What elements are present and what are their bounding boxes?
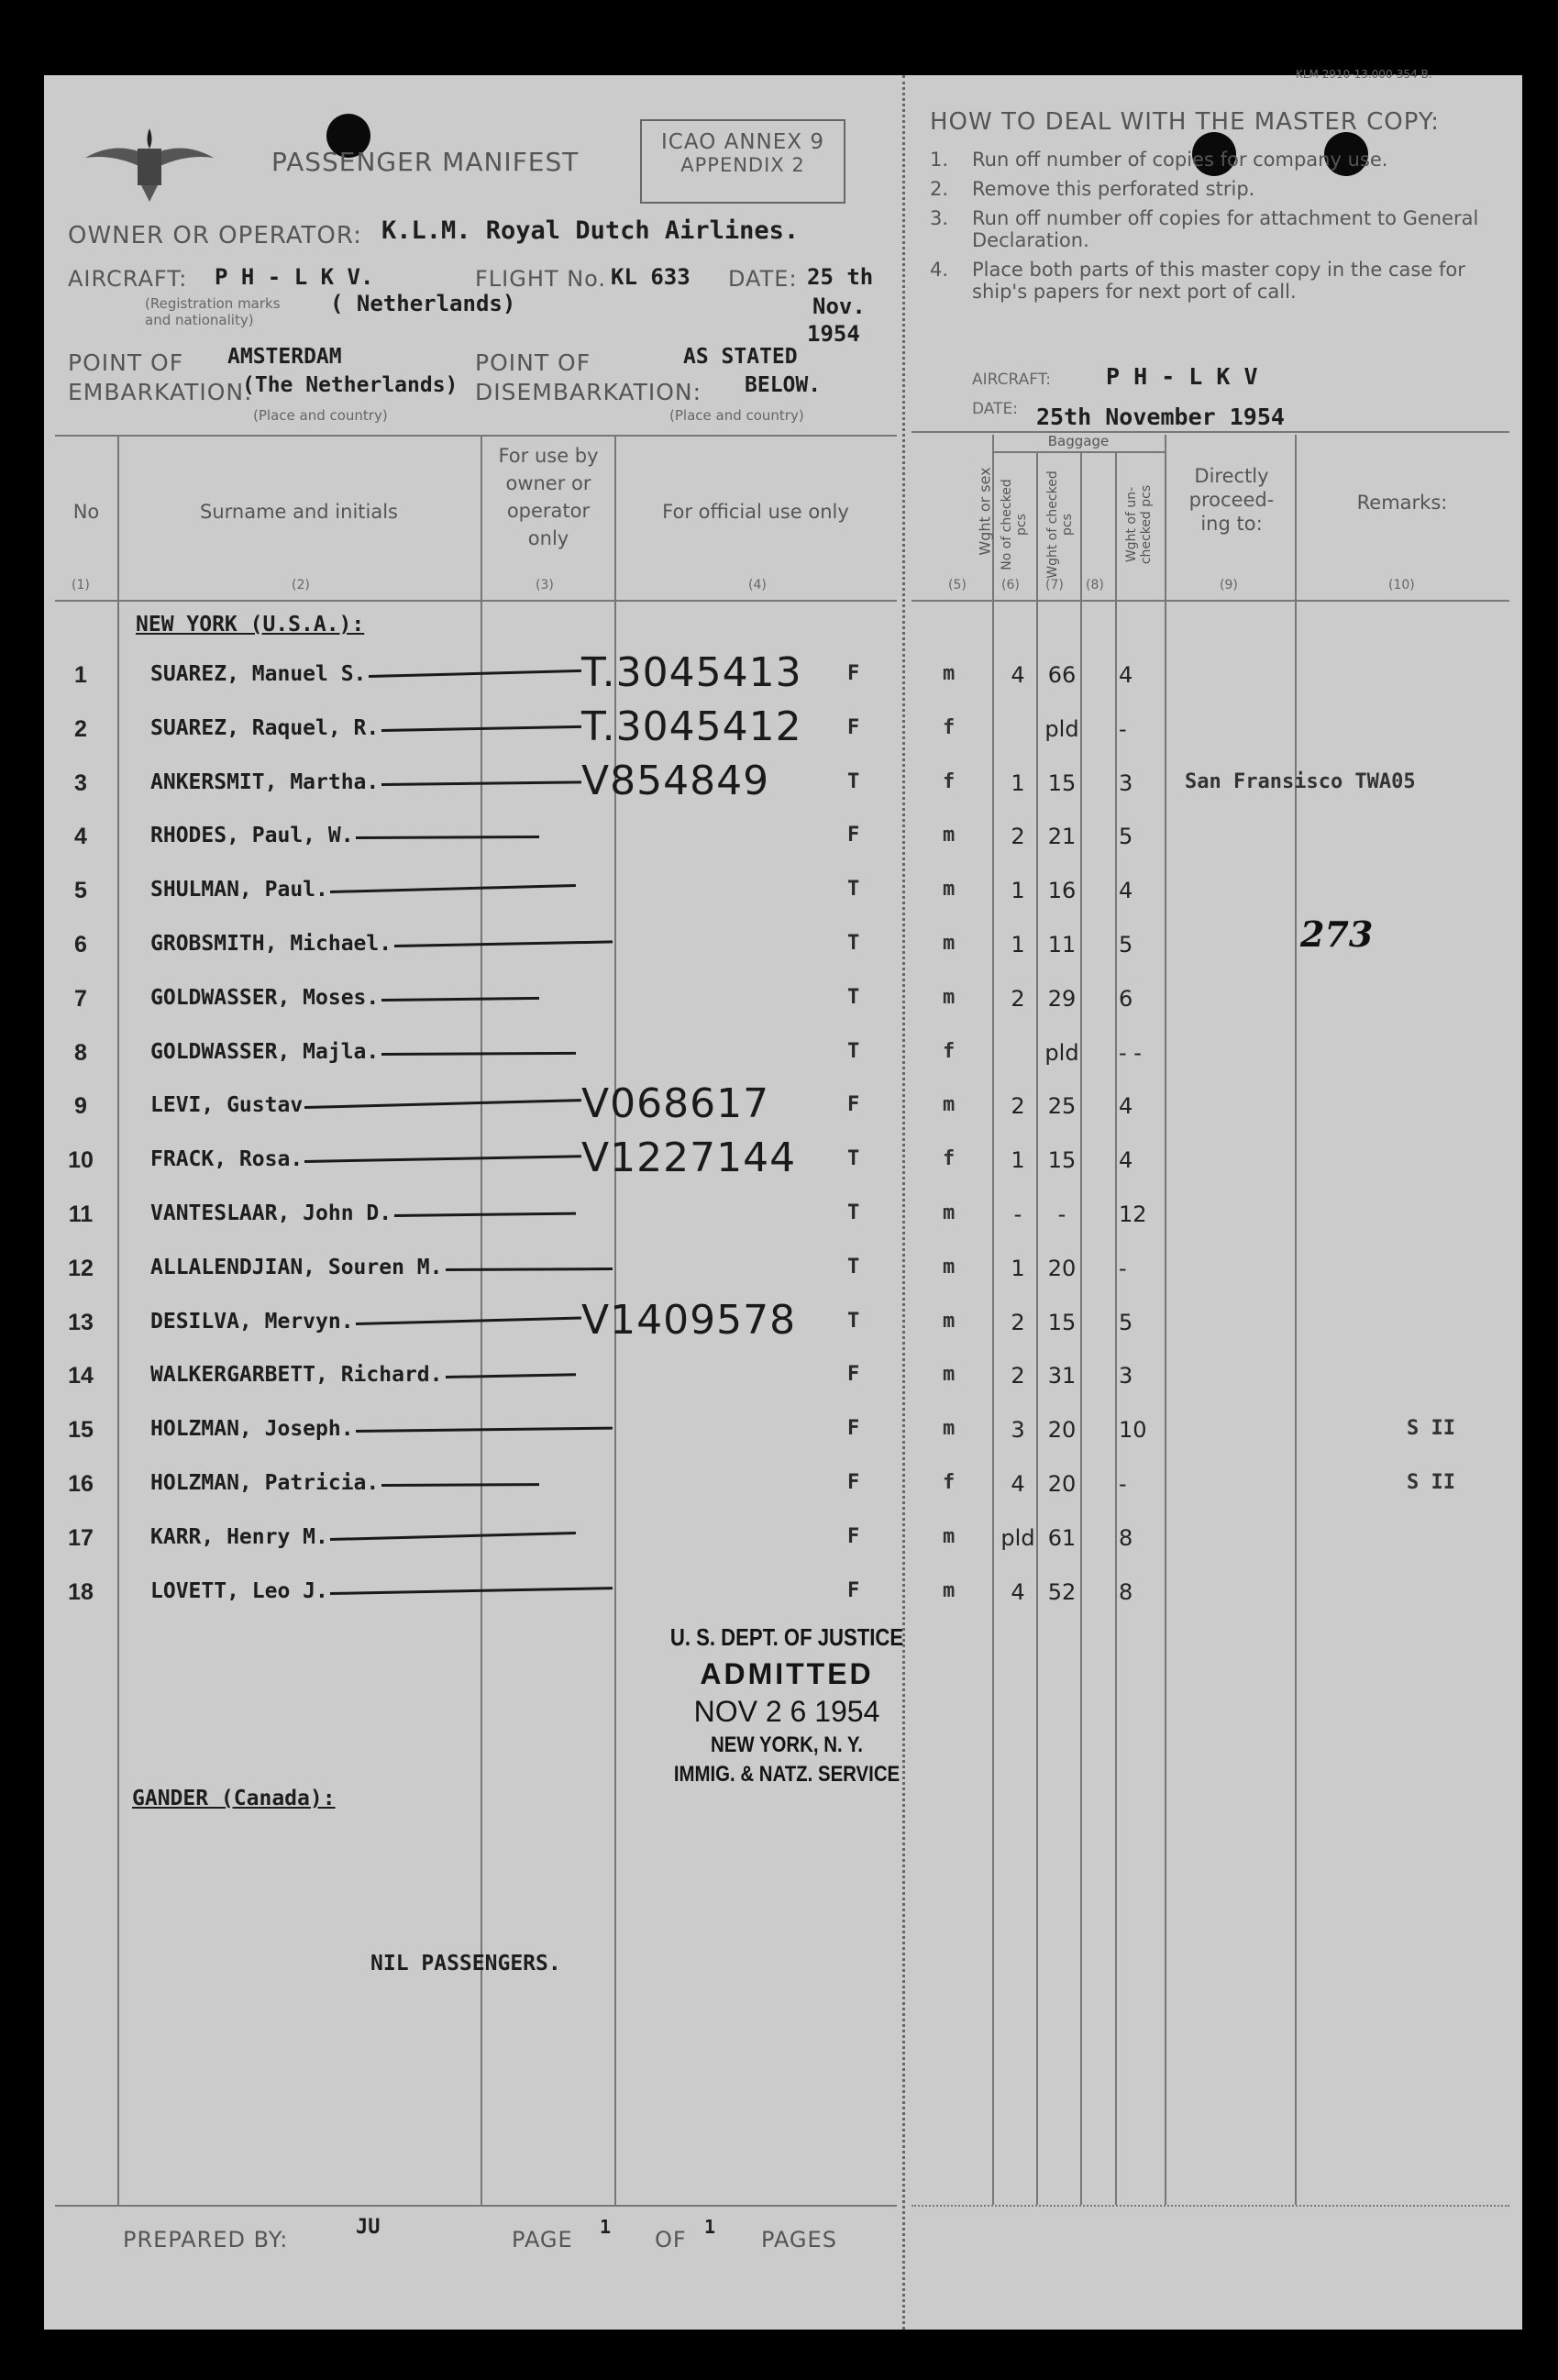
manifest-sheet [44, 68, 1522, 2330]
table-row [44, 1135, 1522, 1184]
table-row [44, 1256, 1522, 1292]
of-label: OF [655, 2227, 687, 2253]
passenger-sex: f [943, 1471, 956, 1494]
handwritten-dash [446, 1374, 576, 1379]
row-number: 5 [74, 878, 87, 904]
date-line1: 25 th [807, 264, 874, 290]
instruction-item [930, 259, 1508, 303]
passenger-name: HOLZMAN, Joseph. [150, 1417, 354, 1442]
unchecked-weight: 5 [1119, 824, 1133, 850]
instruction-num: 1. [930, 149, 949, 171]
instruction-text: Place both parts of this master copy in the case for ship's papers for next port of call. [972, 259, 1465, 303]
instruction-num: 3. [930, 207, 949, 229]
col-number: (2) [292, 578, 310, 592]
page-label: PAGE [512, 2227, 573, 2253]
col-number: (1) [72, 578, 90, 592]
row-number: 6 [74, 932, 87, 958]
table-row [44, 1040, 1522, 1077]
passenger-sex: m [943, 932, 956, 955]
checked-weight: 25 [1047, 1093, 1077, 1120]
handwritten-dash [356, 836, 539, 839]
checked-pieces: 2 [1011, 1309, 1025, 1335]
table-top-rule [55, 435, 897, 437]
ticket-type: F [847, 1093, 860, 1117]
unchecked-weight: 4 [1119, 1147, 1133, 1174]
checked-pieces: - [1013, 1201, 1022, 1227]
ticket-type: F [847, 715, 860, 739]
checked-weight: 31 [1047, 1363, 1077, 1389]
ticket-type: F [847, 824, 860, 847]
handwritten-dash [369, 670, 581, 678]
prepared-value: JU [356, 2216, 381, 2239]
table-row [44, 878, 1522, 914]
form-code: KLM 2910-13.000-354 B. [1296, 68, 1432, 81]
instruction-item [930, 207, 1508, 251]
row-number: 11 [68, 1201, 94, 1227]
col-number: (9) [1220, 578, 1238, 592]
passenger-name: SUAREZ, Raquel, R. [150, 715, 380, 740]
owner-value: K.L.M. Royal Dutch Airlines. [381, 216, 800, 245]
col-header-no: No [72, 501, 100, 523]
table-row [44, 1417, 1522, 1454]
unchecked-weight: 3 [1119, 1363, 1133, 1389]
unchecked-weight: 8 [1119, 1578, 1133, 1605]
passenger-name: LEVI, Gustav [150, 1093, 304, 1118]
checked-weight: 52 [1047, 1578, 1077, 1605]
row-number: 17 [68, 1524, 94, 1551]
col-number: (8) [1086, 578, 1104, 592]
instructions-list [930, 149, 1508, 310]
ticket-type: F [847, 1524, 860, 1548]
passenger-name: SHULMAN, Paul. [150, 878, 328, 902]
row-number: 15 [68, 1417, 94, 1444]
row-number: 2 [74, 715, 87, 742]
ticket-type: T [847, 932, 860, 955]
col-header-baggage: Baggage [1047, 433, 1110, 449]
disembark-value2: BELOW. [745, 373, 822, 397]
checked-weight: 15 [1047, 769, 1077, 796]
unchecked-weight: - [1119, 1471, 1127, 1497]
unchecked-weight: 3 [1119, 769, 1133, 796]
col-header-wght: Wght of checked pcs [1045, 470, 1075, 579]
baggage-rule [992, 451, 1165, 453]
col-header-proceeding: Directly proceed-ing to: [1188, 465, 1275, 535]
row-number: 4 [74, 824, 87, 850]
page-title: PASSENGER MANIFEST [271, 147, 580, 177]
unchecked-weight: 12 [1119, 1201, 1147, 1227]
checked-pieces: 2 [1011, 1093, 1025, 1120]
passenger-sex: m [943, 662, 956, 685]
place-note-2: (Place and country) [669, 407, 804, 424]
checked-pieces: 1 [1011, 878, 1025, 904]
pages-label: PAGES [761, 2227, 837, 2253]
handwritten-dash [330, 1587, 613, 1595]
checked-pieces: 2 [1011, 1363, 1025, 1389]
unchecked-weight: 5 [1119, 1309, 1133, 1335]
passenger-name: DESILVA, Mervyn. [150, 1309, 354, 1334]
annex-line1: ICAO ANNEX 9 [661, 130, 824, 154]
instruction-text: Run off number of copies for company use. [972, 149, 1388, 171]
passenger-sex: m [943, 1578, 956, 1602]
checked-weight: 66 [1047, 662, 1077, 688]
disembark-label: POINT OF DISEMBARKATION: [475, 349, 702, 405]
unchecked-weight: - [1119, 1255, 1127, 1281]
handwritten-dash [356, 1427, 613, 1433]
checked-pieces: pld [1000, 1524, 1035, 1551]
checked-weight: 20 [1047, 1417, 1077, 1444]
instr-aircraft-value: P H - L K V [1106, 363, 1258, 390]
table-row [44, 1579, 1522, 1616]
table-row [44, 703, 1522, 753]
passenger-name: FRACK, Rosa. [150, 1147, 304, 1172]
passenger-sex: m [943, 1201, 956, 1224]
col-number: (3) [536, 578, 554, 592]
checked-weight: 15 [1047, 1147, 1077, 1174]
table-row [44, 1080, 1522, 1130]
checked-weight: 20 [1047, 1255, 1077, 1281]
passenger-sex: m [943, 1309, 956, 1333]
nil-passengers-note: NIL PASSENGERS. [370, 1952, 561, 1976]
aircraft-nationality: ( Netherlands) [330, 291, 516, 316]
col-header-name: Surname and initials [199, 501, 398, 523]
remarks: S II [1407, 1417, 1455, 1441]
instruction-num: 2. [930, 178, 949, 200]
passenger-name: GROBSMITH, Michael. [150, 932, 392, 956]
embark-value1: AMSTERDAM [227, 345, 342, 369]
stamp-line5: IMMIG. & NATZ. SERVICE [673, 1762, 901, 1787]
handwritten-dash [381, 1051, 576, 1055]
table-row [44, 1363, 1522, 1400]
embark-value2: (The Netherlands) [242, 373, 459, 397]
checked-weight: 20 [1047, 1471, 1077, 1497]
admitted-stamp [631, 1623, 943, 1788]
col-header-remarks: Remarks: [1356, 492, 1448, 514]
passenger-name: WALKERGARBETT, Richard. [150, 1363, 443, 1388]
table-row [44, 1296, 1522, 1346]
unchecked-weight: 10 [1119, 1417, 1147, 1444]
row-number: 14 [68, 1363, 94, 1389]
ticket-type: F [847, 1417, 860, 1441]
col-number: (6) [1001, 578, 1020, 592]
aircraft-value: P H - L K V. [215, 264, 374, 290]
passenger-sex: m [943, 824, 956, 847]
table-header-rule-right [912, 600, 1509, 602]
ticket-type: T [847, 878, 860, 902]
passenger-sex: m [943, 878, 956, 902]
checked-pieces: 4 [1011, 1578, 1025, 1605]
handwritten-dash [304, 1155, 581, 1163]
handwritten-dash [381, 725, 581, 732]
ticket-type: T [847, 1255, 860, 1279]
section-heading-newyork: NEW YORK (U.S.A.): [136, 613, 365, 637]
section-heading-gander: GANDER (Canada): [132, 1787, 336, 1810]
passenger-sex: m [943, 1093, 956, 1117]
table-row [44, 757, 1522, 807]
instruction-item [930, 149, 1508, 171]
passenger-name: ALLALENDJIAN, Souren M. [150, 1255, 443, 1279]
ticket-type: T [847, 1147, 860, 1171]
ticket-type: F [847, 1363, 860, 1387]
stamp-line4: NEW YORK, N. Y. [711, 1732, 863, 1757]
registration-note: (Registration marks and nationality) [145, 295, 281, 328]
date-line3: 1954 [807, 321, 860, 347]
checked-pieces: 1 [1011, 932, 1025, 958]
row-number: 1 [74, 662, 87, 688]
row-number: 3 [74, 769, 87, 796]
remarks: S II [1407, 1471, 1455, 1494]
disembark-value1: AS STATED [683, 345, 798, 369]
col-header-owner-use: For use by owner or operator only [498, 445, 599, 549]
passenger-sex: f [943, 1147, 956, 1171]
margin-number: 273 [1300, 913, 1374, 955]
official-number: V068617 [581, 1080, 770, 1128]
col-header-official: For official use only [662, 501, 849, 523]
col-header-uwght: Wght of un-checked pcs [1124, 484, 1154, 565]
annex-line2: APPENDIX 2 [680, 154, 805, 176]
checked-pieces: 4 [1011, 1471, 1025, 1497]
place-note-1: (Place and country) [253, 407, 388, 424]
passenger-name: LOVETT, Leo J. [150, 1578, 328, 1603]
col-number: (10) [1388, 578, 1415, 592]
instr-date-label: DATE: [972, 400, 1018, 418]
passenger-sex: m [943, 1524, 956, 1548]
row-number: 10 [68, 1147, 94, 1174]
klm-logo-icon [81, 121, 218, 204]
checked-pieces: 4 [1011, 662, 1025, 688]
aircraft-label: AIRCRAFT: [68, 266, 188, 292]
checked-weight: - [1057, 1201, 1066, 1227]
passenger-name: GOLDWASSER, Moses. [150, 985, 380, 1010]
official-number: V854849 [581, 757, 770, 804]
instruction-text: Run off number off copies for attachment to General Declaration. [972, 207, 1479, 251]
col-header-pcs: No of checked pcs [1000, 479, 1029, 570]
unchecked-weight: 4 [1119, 878, 1133, 904]
checked-weight: 29 [1047, 985, 1077, 1012]
instructions-title: HOW TO DEAL WITH THE MASTER COPY: [930, 108, 1441, 136]
passenger-sex: m [943, 1417, 956, 1441]
handwritten-dash [304, 1099, 581, 1109]
checked-pieces: 2 [1011, 985, 1025, 1012]
unchecked-weight: 4 [1119, 662, 1133, 688]
checked-pieces: 3 [1011, 1417, 1025, 1444]
unchecked-weight: 4 [1119, 1093, 1133, 1120]
checked-weight: 15 [1047, 1309, 1077, 1335]
unchecked-weight: 6 [1119, 985, 1133, 1012]
annex-box [640, 119, 845, 204]
passenger-sex: m [943, 1363, 956, 1387]
official-number: V1409578 [581, 1296, 797, 1344]
row-number: 13 [68, 1309, 94, 1335]
passenger-name: KARR, Henry M. [150, 1524, 328, 1549]
row-number: 16 [68, 1471, 94, 1497]
flight-value: KL 633 [611, 264, 691, 290]
instruction-item [930, 178, 1508, 200]
handwritten-dash [381, 1483, 539, 1487]
passenger-sex: m [943, 1255, 956, 1279]
of-value: 1 [704, 2216, 716, 2238]
handwritten-dash [394, 1212, 576, 1217]
instruction-num: 4. [930, 259, 949, 281]
table-bottom-rule [55, 2205, 897, 2207]
table-header-rule [55, 600, 897, 602]
checked-weight: 21 [1047, 824, 1077, 850]
col-number: (4) [748, 578, 767, 592]
passenger-sex: f [943, 769, 956, 793]
ticket-type: F [847, 1471, 860, 1494]
checked-weight: pld [1044, 715, 1079, 742]
stamp-line3: NOV 2 6 1954 [693, 1695, 880, 1728]
instr-aircraft-label: AIRCRAFT: [972, 371, 1051, 389]
stamp-line2: ADMITTED [700, 1657, 874, 1690]
date-line2: Nov. [812, 293, 866, 319]
handwritten-dash [330, 1532, 576, 1541]
handwritten-dash [330, 884, 576, 893]
handwritten-dash [356, 1316, 581, 1324]
handwritten-dash [446, 1267, 613, 1271]
passenger-name: HOLZMAN, Patricia. [150, 1471, 380, 1495]
ticket-type: T [847, 1309, 860, 1333]
instruction-text: Remove this perforated strip. [972, 178, 1255, 200]
ticket-type: F [847, 1578, 860, 1602]
table-bottom-rule-right [912, 2205, 1509, 2207]
row-number: 8 [74, 1039, 87, 1066]
table-row [44, 986, 1522, 1023]
ticket-type: F [847, 662, 860, 685]
ticket-type: T [847, 769, 860, 793]
passenger-name: ANKERSMIT, Martha. [150, 769, 380, 794]
official-number: V1227144 [581, 1135, 797, 1182]
unchecked-weight: - [1119, 715, 1127, 742]
unchecked-weight: 8 [1119, 1524, 1133, 1551]
official-number: T.3045412 [581, 703, 802, 750]
table-row [44, 1201, 1522, 1238]
ticket-type: T [847, 1201, 860, 1224]
instr-date-value: 25th November 1954 [1036, 404, 1285, 430]
passenger-sex: m [943, 985, 956, 1009]
date-label: DATE: [728, 266, 798, 292]
row-number: 7 [74, 985, 87, 1012]
checked-weight: 16 [1047, 878, 1077, 904]
prepared-label: PREPARED BY: [123, 2227, 289, 2253]
page-value: 1 [600, 2216, 612, 2238]
checked-pieces: 1 [1011, 1255, 1025, 1281]
unchecked-weight: - - [1119, 1039, 1142, 1066]
row-number: 18 [68, 1578, 94, 1605]
passenger-name: SUAREZ, Manuel S. [150, 662, 367, 686]
handwritten-dash [381, 997, 539, 1002]
handwritten-dash [381, 780, 581, 786]
passenger-name: RHODES, Paul, W. [150, 824, 354, 848]
table-row [44, 1471, 1522, 1508]
checked-weight: 11 [1047, 932, 1077, 958]
passenger-name: VANTESLAAR, John D. [150, 1201, 392, 1225]
official-number: T.3045413 [581, 649, 802, 696]
flight-label: FLIGHT No. [475, 266, 607, 292]
unchecked-weight: 5 [1119, 932, 1133, 958]
checked-weight: pld [1044, 1039, 1079, 1066]
checked-pieces: 1 [1011, 1147, 1025, 1174]
checked-weight: 61 [1047, 1524, 1077, 1551]
ticket-type: T [847, 985, 860, 1009]
embark-label: POINT OF EMBARKATION: [68, 349, 253, 405]
passenger-sex: f [943, 1039, 956, 1063]
checked-pieces: 2 [1011, 824, 1025, 850]
col-number: (7) [1045, 578, 1064, 592]
passenger-sex: f [943, 715, 956, 739]
col-header-sex: Wght or sex [976, 467, 994, 556]
owner-label: OWNER OR OPERATOR: [68, 222, 362, 249]
row-number: 9 [74, 1093, 87, 1120]
table-row [44, 824, 1522, 860]
checked-pieces: 1 [1011, 769, 1025, 796]
passenger-name: GOLDWASSER, Majla. [150, 1039, 380, 1064]
row-number: 12 [68, 1255, 94, 1281]
col-number: (5) [948, 578, 967, 592]
handwritten-dash [394, 940, 613, 947]
proceeding-to: San Fransisco TWA05 [1185, 769, 1416, 793]
stamp-line1: U. S. DEPT. OF JUSTICE [669, 1623, 904, 1651]
table-row [44, 649, 1522, 699]
table-row [44, 1525, 1522, 1562]
ticket-type: T [847, 1039, 860, 1063]
